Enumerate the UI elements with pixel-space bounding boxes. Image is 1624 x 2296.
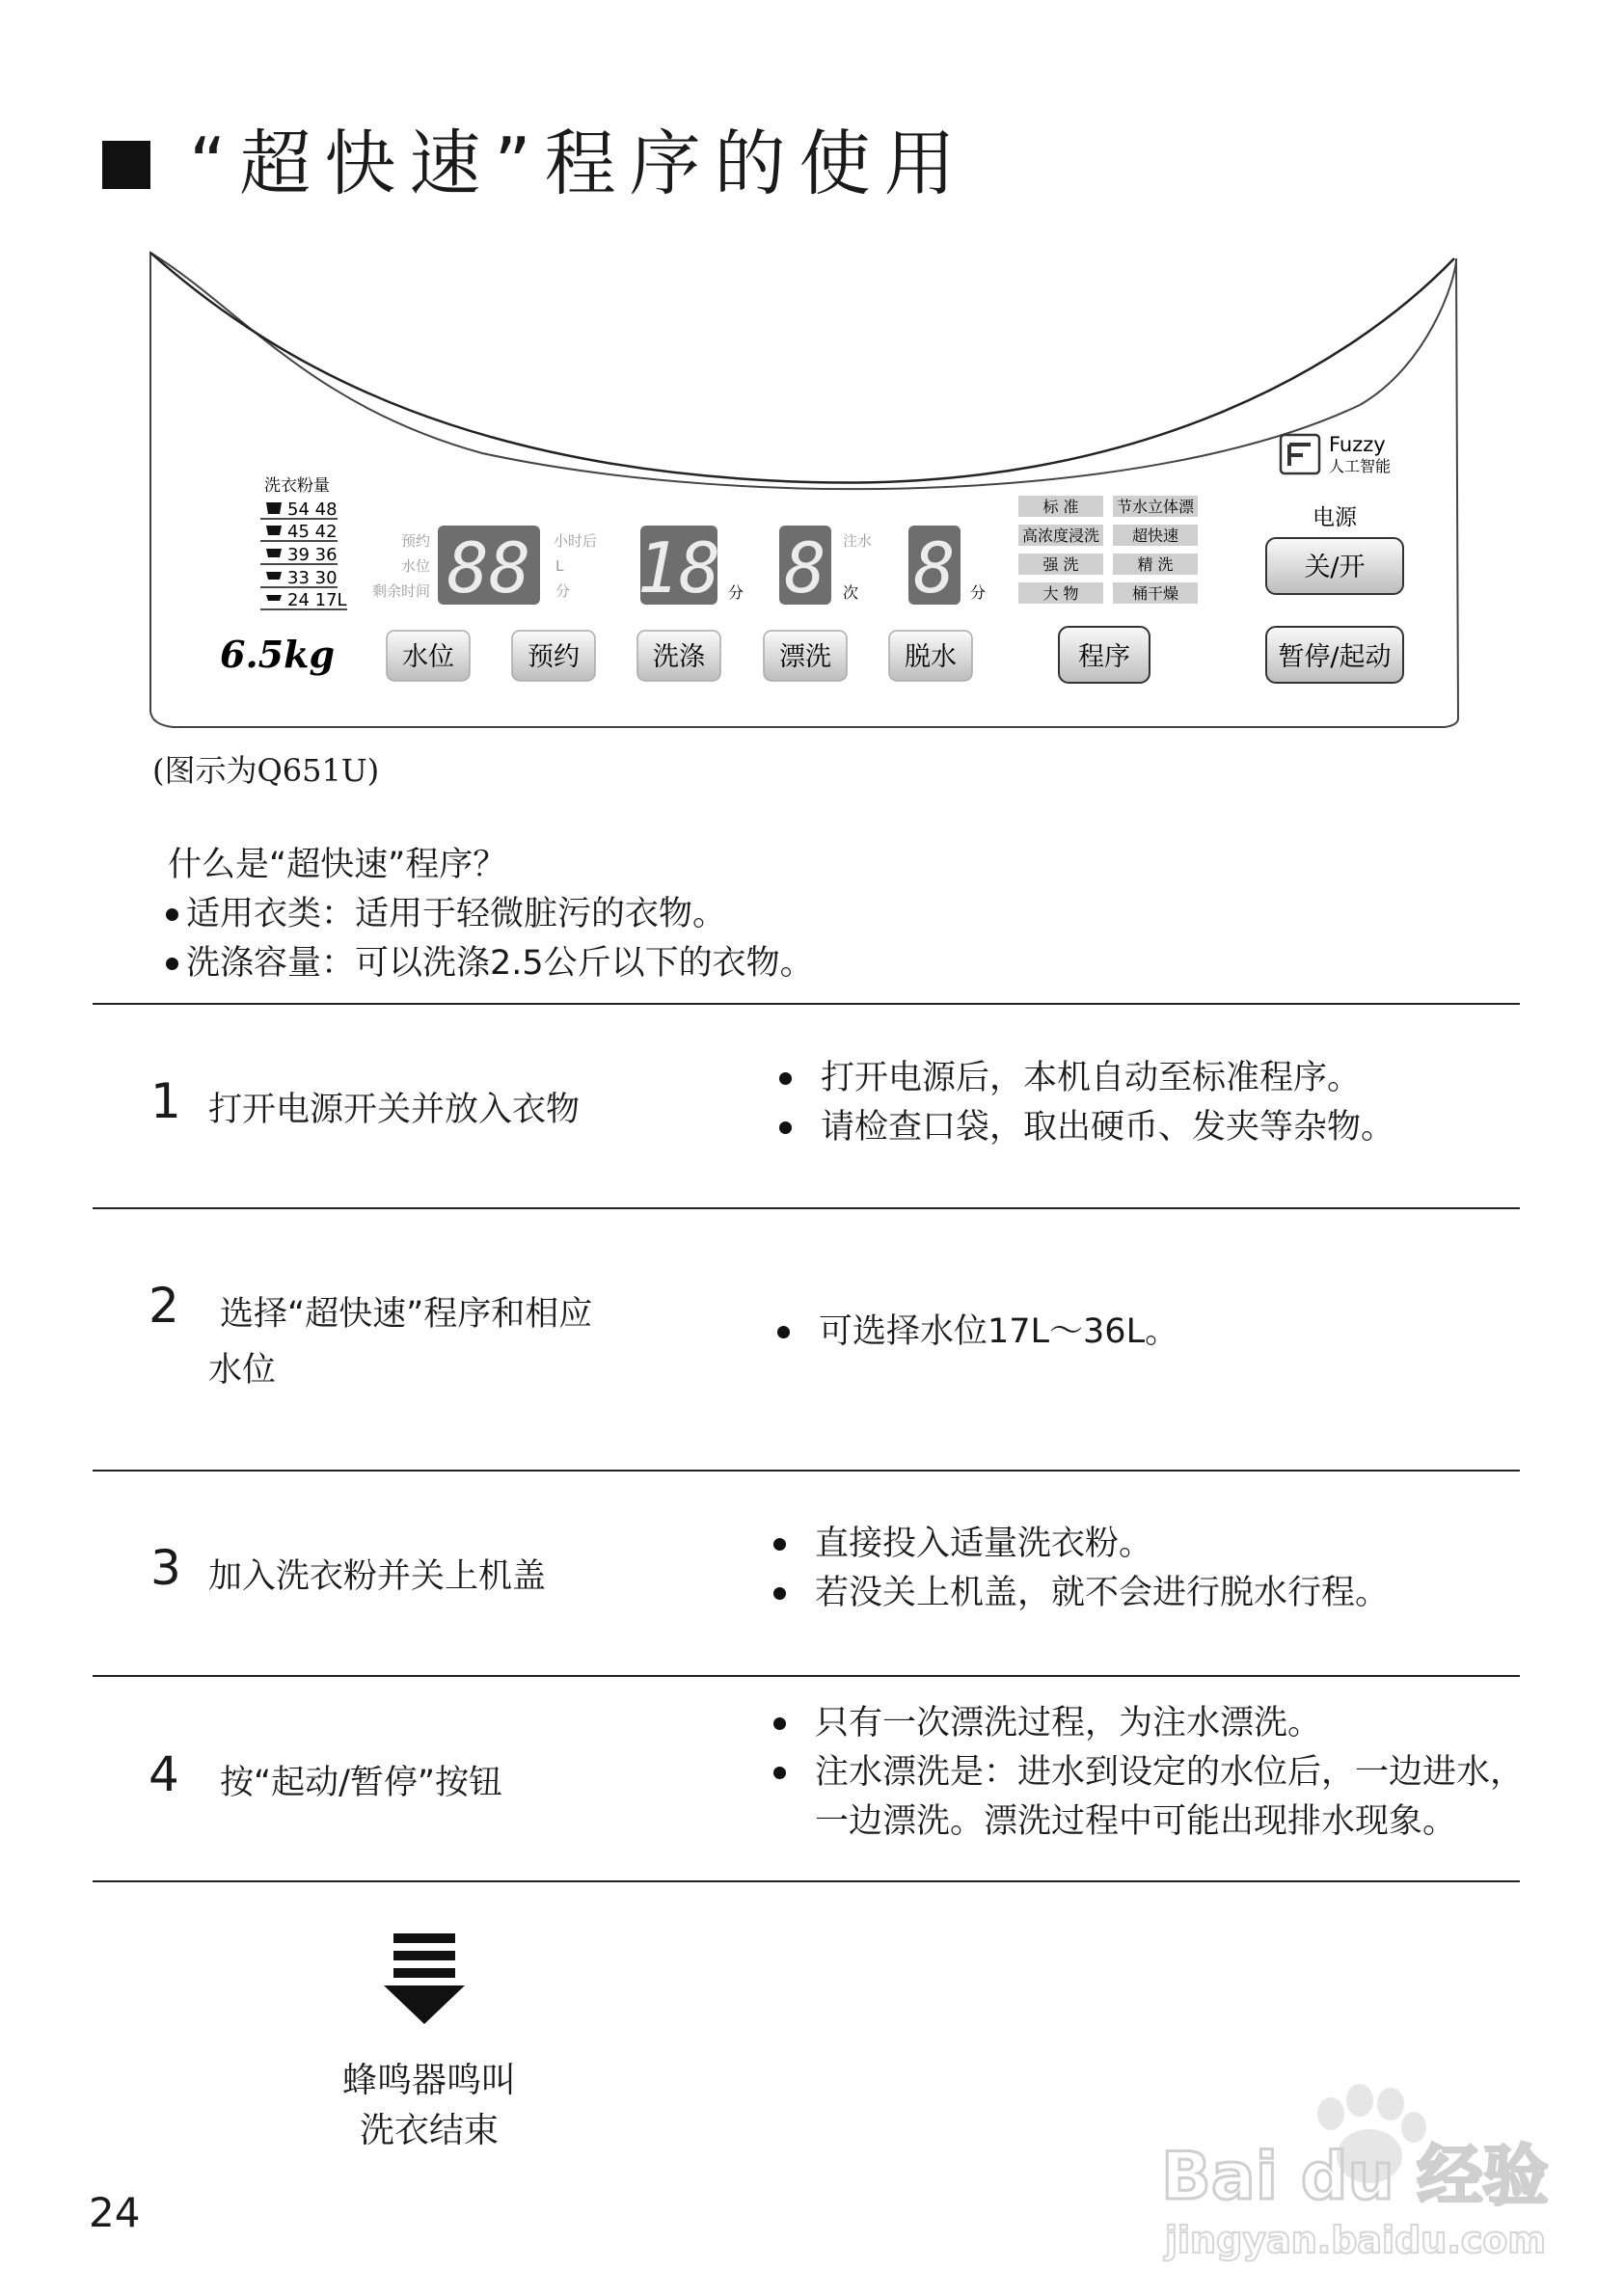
svg-text:暂停/起动: 暂停/起动 xyxy=(1278,642,1392,672)
step-notes xyxy=(777,1308,1178,1357)
intro-item-text: 适用衣类：适用于轻微脏污的衣物。 xyxy=(186,895,727,933)
control-panel-illustration xyxy=(0,0,1624,771)
wash-led-digits: 18 xyxy=(636,527,721,608)
program-super-fast: 超快速 xyxy=(1131,527,1179,545)
divider xyxy=(93,1880,1520,1882)
watermark-brand: Bai du 经验 xyxy=(1161,2139,1549,2215)
bullet-icon xyxy=(773,1587,786,1600)
bullet-icon xyxy=(166,958,178,970)
step-note: 若没关上机盖，就不会进行脱水行程。 xyxy=(815,1574,1390,1612)
detergent-row: 45 42 xyxy=(287,522,338,542)
program-standard: 标 准 xyxy=(1042,498,1079,516)
step-notes xyxy=(773,1520,1389,1618)
step-title: 按“起动/暂停”按钮 xyxy=(220,1764,503,1802)
page-title: “超快速”程序的使用 xyxy=(189,122,969,205)
divider xyxy=(93,1207,1520,1209)
display-label-reserve: 预约 xyxy=(400,532,430,550)
figure-caption: (图示为Q651U) xyxy=(152,752,380,789)
svg-text:程序: 程序 xyxy=(1078,642,1130,672)
reserve-button[interactable] xyxy=(512,631,595,681)
bullet-icon xyxy=(777,1326,790,1338)
display-label-minutes: 分 xyxy=(555,582,571,600)
intro-question: 什么是“超快速”程序？ xyxy=(168,846,507,884)
rinse-button[interactable] xyxy=(764,631,847,681)
bullet-icon xyxy=(779,1072,792,1085)
spin-button[interactable] xyxy=(889,631,972,681)
bucket-icon xyxy=(266,526,282,535)
step-note: 请检查口袋，取出硬币、发夹等杂物。 xyxy=(821,1108,1395,1147)
display-label-hours: 小时后 xyxy=(554,532,598,550)
bucket-icon xyxy=(266,572,282,580)
detergent-row: 54 48 xyxy=(287,500,338,520)
baidu-watermark xyxy=(1155,2073,1560,2266)
intro-item-text: 洗涤容量：可以洗涤2.5公斤以下的衣物。 xyxy=(186,944,814,983)
fuzzy-label: Fuzzy xyxy=(1329,433,1386,456)
bullet-icon xyxy=(779,1121,792,1134)
svg-text:预约: 预约 xyxy=(528,642,580,672)
end-note-line: 蜂鸣器鸣叫 xyxy=(341,2061,516,2100)
svg-text:洗涤: 洗涤 xyxy=(653,642,705,672)
bucket-icon xyxy=(266,502,282,514)
bucket-icon xyxy=(266,595,282,601)
detergent-scale xyxy=(260,500,347,610)
step-title: 选择“超快速”程序和相应 xyxy=(220,1295,593,1334)
svg-text:水位: 水位 xyxy=(402,642,454,672)
main-led-digits: 88 xyxy=(447,527,531,608)
step-notes xyxy=(779,1054,1394,1152)
power-button[interactable] xyxy=(1266,538,1403,594)
intro-section xyxy=(166,841,814,988)
bullet-icon xyxy=(773,1767,786,1779)
fuzzy-sublabel: 人工智能 xyxy=(1329,457,1392,475)
step-note: 打开电源后，本机自动至标准程序。 xyxy=(821,1059,1362,1097)
step-number: 2 xyxy=(149,1278,179,1334)
down-arrow-icon xyxy=(384,1933,465,2030)
program-strong: 强 洗 xyxy=(1042,555,1079,574)
display-label-liter: L xyxy=(555,557,564,575)
step-title: 加入洗衣粉并关上机盖 xyxy=(208,1557,547,1596)
divider xyxy=(93,1003,1520,1005)
svg-text:脱水: 脱水 xyxy=(905,642,957,672)
step-number: 4 xyxy=(149,1746,179,1802)
step-notes xyxy=(773,1699,1524,1847)
spin-unit: 分 xyxy=(970,583,987,602)
step-title: 打开电源开关并放入衣物 xyxy=(208,1091,581,1129)
detergent-row: 33 30 xyxy=(287,568,338,588)
intro-item xyxy=(166,890,814,939)
bullet-icon xyxy=(166,908,178,921)
rinse-unit: 次 xyxy=(843,583,859,602)
page-number: 24 xyxy=(89,2189,141,2236)
bullet-icon xyxy=(773,1717,786,1730)
program-tub-dry: 桶干燥 xyxy=(1131,584,1179,603)
svg-text:关/开: 关/开 xyxy=(1304,553,1366,582)
display-label-remaining: 剩余时间 xyxy=(371,582,430,600)
rinse-led-digits: 8 xyxy=(784,527,826,608)
step-note: 直接投入适量洗衣粉。 xyxy=(815,1525,1153,1563)
svg-text:漂洗: 漂洗 xyxy=(779,642,831,672)
program-water-saving: 节水立体漂 xyxy=(1116,498,1195,516)
power-label: 电源 xyxy=(1313,505,1357,530)
step-number: 1 xyxy=(150,1073,181,1129)
program-button[interactable] xyxy=(1059,627,1150,683)
step-note: 只有一次漂洗过程，为注水漂洗。 xyxy=(815,1704,1322,1742)
detergent-heading: 洗衣粉量 xyxy=(264,476,330,496)
watermark-url: jingyan.baidu.com xyxy=(1165,2219,1546,2261)
end-note xyxy=(328,2056,530,2156)
detergent-row: 39 36 xyxy=(287,545,338,565)
step-note: 可选择水位17L～36L。 xyxy=(819,1312,1179,1351)
capacity-label: 6.5kg xyxy=(220,633,336,676)
wash-button[interactable] xyxy=(637,631,720,681)
water-level-button[interactable] xyxy=(387,631,470,681)
start-pause-button[interactable] xyxy=(1266,627,1403,683)
divider xyxy=(93,1675,1520,1677)
display-label-water: 水位 xyxy=(400,557,430,575)
step-note: 注水漂洗是：进水到设定的水位后，一边进水， xyxy=(815,1753,1525,1792)
program-soak: 高浓度浸洗 xyxy=(1021,527,1100,545)
program-delicate: 精 洗 xyxy=(1137,555,1174,574)
bucket-icon xyxy=(266,549,282,557)
step-note-cont: 一边漂洗。漂洗过程中可能出现排水现象。 xyxy=(815,1802,1457,1841)
spin-led-digits: 8 xyxy=(913,527,956,608)
program-bulky: 大 物 xyxy=(1042,584,1079,603)
step-title-cont: 水位 xyxy=(208,1351,277,1390)
end-note-line: 洗衣结束 xyxy=(359,2111,499,2150)
intro-item xyxy=(166,939,814,988)
bullet-icon xyxy=(773,1538,786,1551)
divider xyxy=(93,1470,1520,1472)
rinse-label: 注水 xyxy=(843,532,873,550)
detergent-row: 24 17L xyxy=(287,590,347,610)
step-number: 3 xyxy=(150,1540,181,1596)
wash-unit: 分 xyxy=(728,583,744,602)
